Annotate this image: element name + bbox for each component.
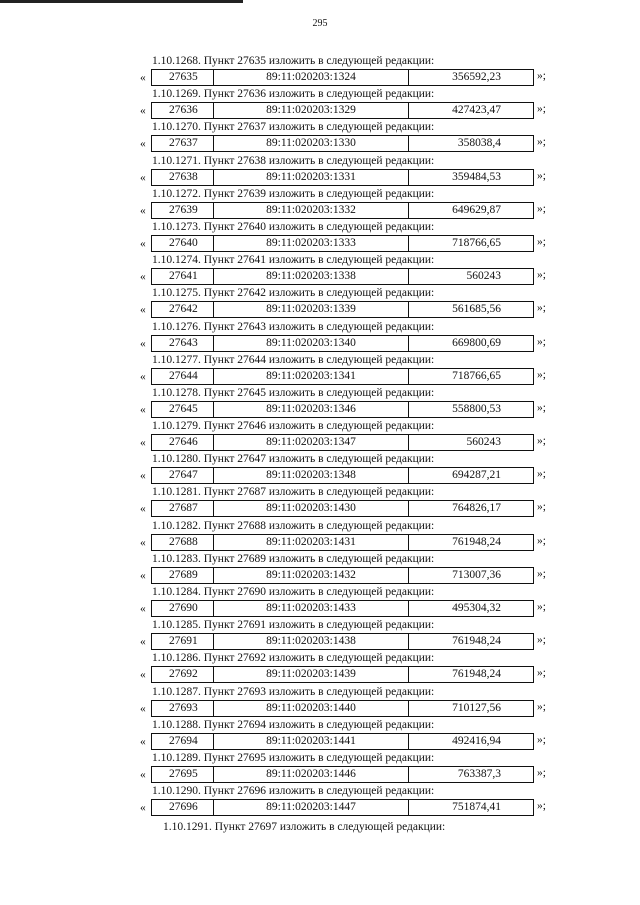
- entry-heading: 1.10.1283. Пункт 27689 изложить в следующей редакции:: [152, 552, 435, 565]
- header-rule: [0, 0, 243, 3]
- close-quote: »;: [537, 601, 546, 613]
- open-quote: «: [140, 735, 146, 748]
- entry-heading: 1.10.1276. Пункт 27643 изложить в следующей редакции:: [152, 320, 435, 333]
- entry-heading: 1.10.1279. Пункт 27646 изложить в следующей редакции:: [152, 420, 435, 433]
- item-number-cell: 27694: [152, 734, 214, 749]
- table-row: [151, 467, 534, 484]
- table-row: [151, 335, 534, 352]
- close-quote: »;: [537, 534, 546, 547]
- item-number-cell: 27637: [152, 136, 214, 151]
- open-quote: «: [140, 370, 146, 383]
- amendment-entry: [0, 88, 640, 121]
- cadastral-number-cell: 89:11:020203:1339: [214, 302, 409, 317]
- table-row: [151, 202, 534, 219]
- cadastral-number-cell: 89:11:020203:1438: [214, 634, 409, 649]
- table-row: [151, 301, 534, 318]
- close-quote: »;: [537, 435, 546, 448]
- entry-heading: 1.10.1278. Пункт 27645 изложить в следующей редакции:: [152, 386, 435, 399]
- value-cell: 764826,17: [452, 502, 501, 515]
- cadastral-number-cell: 89:11:020203:1324: [214, 70, 409, 85]
- value-cell: 761948,24: [452, 635, 501, 648]
- open-quote: «: [140, 702, 146, 715]
- close-quote: »;: [537, 800, 546, 813]
- amendment-entry: [0, 287, 640, 320]
- close-quote: »;: [537, 169, 546, 182]
- close-quote: »;: [537, 70, 546, 82]
- item-number-cell: 27635: [152, 70, 214, 85]
- open-quote: «: [140, 636, 146, 649]
- value-cell: 558800,53: [452, 402, 501, 415]
- item-number-cell: 27644: [152, 369, 214, 384]
- value-cell: 761948,24: [452, 535, 501, 548]
- close-quote: »;: [537, 401, 546, 414]
- table-row: [151, 633, 534, 650]
- item-number-cell: 27695: [152, 767, 214, 782]
- close-quote: »;: [537, 235, 546, 248]
- open-quote: «: [140, 768, 146, 781]
- entry-heading: 1.10.1277. Пункт 27644 изложить в следующей редакции:: [152, 353, 435, 366]
- item-number-cell: 27647: [152, 468, 214, 483]
- open-quote: «: [140, 437, 146, 450]
- entry-heading: 1.10.1280. Пункт 27647 изложить в следующей редакции:: [152, 453, 435, 466]
- cadastral-number-cell: 89:11:020203:1447: [214, 800, 409, 815]
- item-number-cell: 27640: [152, 236, 214, 251]
- entry-heading: 1.10.1274. Пункт 27641 изложить в следующей редакции:: [152, 254, 435, 267]
- value-cell: 495304,32: [452, 602, 501, 614]
- cadastral-number-cell: 89:11:020203:1446: [214, 767, 409, 782]
- page-number: 295: [312, 18, 328, 29]
- item-number-cell: 27696: [152, 800, 214, 815]
- open-quote: «: [140, 569, 146, 582]
- value-cell: 694287,21: [452, 469, 501, 482]
- table-row: [151, 600, 534, 617]
- item-number-cell: 27687: [152, 501, 214, 516]
- amendment-entry: [0, 387, 640, 420]
- table-row: [151, 434, 534, 451]
- cadastral-number-cell: 89:11:020203:1430: [214, 501, 409, 516]
- cadastral-number-cell: 89:11:020203:1439: [214, 667, 409, 682]
- table-row: [151, 567, 534, 584]
- close-quote: »;: [537, 136, 546, 149]
- close-quote: »;: [537, 302, 546, 315]
- amendment-entry: [0, 321, 640, 354]
- cadastral-number-cell: 89:11:020203:1341: [214, 369, 409, 384]
- close-quote: »;: [537, 269, 546, 282]
- amendment-entry: [0, 619, 640, 652]
- amendment-entry: [0, 553, 640, 586]
- entry-heading: 1.10.1269. Пункт 27636 изложить в следующей редакции:: [152, 88, 435, 101]
- open-quote: «: [140, 138, 146, 151]
- amendment-entry: [0, 520, 640, 553]
- value-cell: 560243: [466, 436, 501, 449]
- value-cell: 560243: [466, 270, 501, 283]
- open-quote: «: [140, 603, 146, 615]
- amendment-list: [0, 55, 640, 818]
- cadastral-number-cell: 89:11:020203:1346: [214, 402, 409, 417]
- entry-heading: 1.10.1285. Пункт 27691 изложить в следующей редакции:: [152, 619, 435, 632]
- table-row: [151, 766, 534, 783]
- entry-heading: 1.10.1273. Пункт 27640 изложить в следующей редакции:: [152, 220, 435, 233]
- entry-heading: 1.10.1275. Пункт 27642 изложить в следующей редакции:: [152, 287, 435, 300]
- amendment-entry: [0, 586, 640, 619]
- close-quote: »;: [537, 766, 546, 779]
- entry-heading: 1.10.1288. Пункт 27694 изложить в следующей редакции:: [152, 718, 435, 731]
- cadastral-number-cell: 89:11:020203:1330: [214, 136, 409, 151]
- value-cell: 761948,24: [452, 668, 501, 681]
- amendment-entry: [0, 486, 640, 519]
- value-cell: 710127,56: [452, 701, 501, 714]
- value-cell: 669800,69: [452, 336, 501, 349]
- value-cell: 359484,53: [452, 170, 501, 183]
- cadastral-number-cell: 89:11:020203:1338: [214, 269, 409, 284]
- cadastral-number-cell: 89:11:020203:1347: [214, 435, 409, 450]
- item-number-cell: 27636: [152, 103, 214, 118]
- open-quote: «: [140, 802, 146, 815]
- entry-heading: 1.10.1284. Пункт 27690 изложить в следующей редакции:: [152, 586, 435, 598]
- open-quote: «: [140, 271, 146, 284]
- entry-heading: 1.10.1271. Пункт 27638 изложить в следующей редакции:: [152, 154, 435, 167]
- amendment-entry: [0, 420, 640, 453]
- cadastral-number-cell: 89:11:020203:1332: [214, 203, 409, 218]
- close-quote: »;: [537, 733, 546, 746]
- table-row: [151, 500, 534, 517]
- item-number-cell: 27642: [152, 302, 214, 317]
- item-number-cell: 27643: [152, 336, 214, 351]
- entry-heading: 1.10.1287. Пункт 27693 изложить в следующей редакции:: [152, 685, 435, 698]
- amendment-entry: [0, 686, 640, 719]
- close-quote: »;: [537, 335, 546, 348]
- table-row: [151, 799, 534, 816]
- open-quote: «: [140, 204, 146, 217]
- value-cell: 763387,3: [457, 767, 501, 780]
- cadastral-number-cell: 89:11:020203:1433: [214, 601, 409, 616]
- table-row: [151, 69, 534, 86]
- amendment-entry: [0, 652, 640, 685]
- open-quote: «: [140, 536, 146, 549]
- item-number-cell: 27689: [152, 568, 214, 583]
- cadastral-number-cell: 89:11:020203:1440: [214, 701, 409, 716]
- open-quote: «: [140, 237, 146, 250]
- entry-heading: 1.10.1281. Пункт 27687 изложить в следующей редакции:: [152, 486, 435, 499]
- item-number-cell: 27645: [152, 402, 214, 417]
- value-cell: 427423,47: [452, 104, 501, 117]
- open-quote: «: [140, 470, 146, 483]
- close-quote: »;: [537, 368, 546, 381]
- cadastral-number-cell: 89:11:020203:1333: [214, 236, 409, 251]
- last-heading: 1.10.1291. Пункт 27697 изложить в следующей редакции:: [163, 821, 446, 833]
- open-quote: «: [140, 337, 146, 350]
- value-cell: 492416,94: [452, 734, 501, 747]
- item-number-cell: 27691: [152, 634, 214, 649]
- close-quote: »;: [537, 667, 546, 680]
- value-cell: 718766,65: [452, 369, 501, 382]
- amendment-entry: [0, 719, 640, 752]
- entry-heading: 1.10.1290. Пункт 27696 изложить в следующей редакции:: [152, 785, 435, 798]
- table-row: [151, 401, 534, 418]
- amendment-entry: [0, 254, 640, 287]
- open-quote: «: [140, 304, 146, 317]
- table-row: [151, 700, 534, 717]
- table-row: [151, 268, 534, 285]
- cadastral-number-cell: 89:11:020203:1340: [214, 336, 409, 351]
- table-row: [151, 534, 534, 551]
- amendment-entry: [0, 55, 640, 88]
- close-quote: »;: [537, 567, 546, 580]
- value-cell: 356592,23: [452, 71, 501, 83]
- close-quote: »;: [537, 103, 546, 116]
- value-cell: 751874,41: [452, 801, 501, 814]
- item-number-cell: 27692: [152, 667, 214, 682]
- cadastral-number-cell: 89:11:020203:1329: [214, 103, 409, 118]
- value-cell: 713007,36: [452, 568, 501, 581]
- item-number-cell: 27641: [152, 269, 214, 284]
- entry-heading: 1.10.1272. Пункт 27639 изложить в следующей редакции:: [152, 187, 435, 200]
- table-row: [151, 666, 534, 683]
- entry-heading: 1.10.1268. Пункт 27635 изложить в следующей редакции:: [152, 55, 435, 67]
- open-quote: «: [140, 72, 146, 84]
- close-quote: »;: [537, 700, 546, 713]
- open-quote: «: [140, 403, 146, 416]
- amendment-entry: [0, 155, 640, 188]
- amendment-entry: [0, 752, 640, 785]
- value-cell: 561685,56: [452, 303, 501, 316]
- item-number-cell: 27639: [152, 203, 214, 218]
- item-number-cell: 27638: [152, 170, 214, 185]
- amendment-entry: [0, 354, 640, 387]
- close-quote: »;: [537, 501, 546, 514]
- open-quote: «: [140, 669, 146, 682]
- entry-heading: 1.10.1282. Пункт 27688 изложить в следующей редакции:: [152, 519, 435, 532]
- open-quote: «: [140, 105, 146, 118]
- entry-heading: 1.10.1286. Пункт 27692 изложить в следующей редакции:: [152, 652, 435, 665]
- table-row: [151, 169, 534, 186]
- open-quote: «: [140, 171, 146, 184]
- cadastral-number-cell: 89:11:020203:1331: [214, 170, 409, 185]
- close-quote: »;: [537, 468, 546, 481]
- value-cell: 649629,87: [452, 203, 501, 216]
- table-row: [151, 235, 534, 252]
- cadastral-number-cell: 89:11:020203:1441: [214, 734, 409, 749]
- item-number-cell: 27690: [152, 601, 214, 616]
- cadastral-number-cell: 89:11:020203:1348: [214, 468, 409, 483]
- table-row: [151, 733, 534, 750]
- entry-heading: 1.10.1289. Пункт 27695 изложить в следующей редакции:: [152, 751, 435, 764]
- amendment-entry: [0, 121, 640, 154]
- entry-heading: 1.10.1270. Пункт 27637 изложить в следующей редакции:: [152, 121, 435, 134]
- table-row: [151, 102, 534, 119]
- item-number-cell: 27693: [152, 701, 214, 716]
- value-cell: 718766,65: [452, 236, 501, 249]
- table-row: [151, 368, 534, 385]
- amendment-entry: [0, 785, 640, 818]
- item-number-cell: 27646: [152, 435, 214, 450]
- value-cell: 358038,4: [457, 137, 501, 150]
- close-quote: »;: [537, 202, 546, 215]
- amendment-entry: [0, 221, 640, 254]
- cadastral-number-cell: 89:11:020203:1431: [214, 535, 409, 550]
- amendment-entry: [0, 453, 640, 486]
- table-row: [151, 135, 534, 152]
- cadastral-number-cell: 89:11:020203:1432: [214, 568, 409, 583]
- close-quote: »;: [537, 634, 546, 647]
- amendment-entry: [0, 188, 640, 221]
- item-number-cell: 27688: [152, 535, 214, 550]
- open-quote: «: [140, 503, 146, 516]
